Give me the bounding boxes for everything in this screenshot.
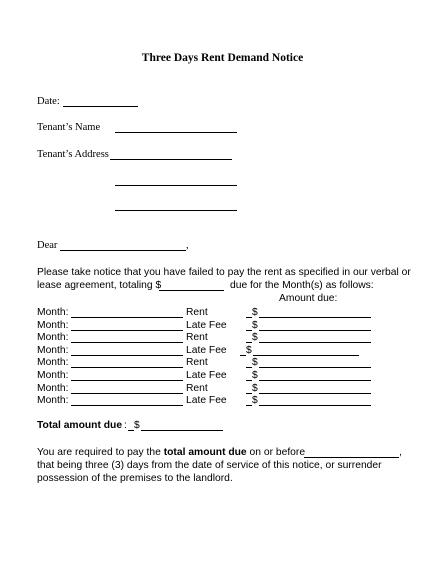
amount-field[interactable]: [259, 393, 371, 394]
month-label: Month:: [37, 332, 69, 344]
tenant-name-field[interactable]: [115, 132, 237, 133]
closing-line-1-bold: total amount due: [163, 447, 247, 458]
month-label: Month:: [37, 382, 69, 394]
tenant-address-field-2[interactable]: [115, 185, 237, 186]
total-currency: $: [134, 420, 140, 431]
month-field[interactable]: [71, 355, 183, 356]
closing-line-2: that being three (3) days from the date of service of this notice, or surrender: [37, 460, 382, 471]
month-field[interactable]: [71, 393, 183, 394]
closing-line-1c: ,: [399, 447, 402, 458]
tenant-name-label: Tenant’s Name: [37, 122, 101, 133]
month-field[interactable]: [71, 330, 183, 331]
amount-field[interactable]: [259, 330, 371, 331]
closing-line-3: possession of the premises to the landlord.: [37, 473, 233, 484]
amount-field[interactable]: [253, 355, 359, 356]
amount-field[interactable]: [259, 317, 371, 318]
month-label: Month:: [37, 344, 69, 356]
fee-type-label: Late Fee: [186, 395, 227, 407]
amount-currency: $: [252, 319, 258, 331]
amount-currency: $: [246, 344, 252, 356]
notice-line-2b: due for the Month(s) as follows:: [230, 280, 374, 291]
fee-type-label: Rent: [186, 357, 208, 369]
total-suffix: :: [124, 420, 127, 431]
tenant-address-field-1[interactable]: [110, 159, 232, 160]
closing-line-1a: You are required to pay the: [37, 447, 164, 458]
month-field[interactable]: [71, 367, 183, 368]
due-date-field[interactable]: [304, 457, 399, 458]
amount-field[interactable]: [259, 380, 371, 381]
closing-line-1: [37, 446, 305, 459]
amount-currency: $: [252, 357, 258, 369]
fee-type-label: Rent: [186, 332, 208, 344]
tenant-address-field-3[interactable]: [115, 210, 237, 211]
amount-due-header: Amount due:: [279, 293, 338, 304]
month-field[interactable]: [71, 405, 183, 406]
tenant-address-label: Tenant’s Address: [37, 149, 109, 160]
month-label: Month:: [37, 357, 69, 369]
total-rent-field[interactable]: [159, 290, 224, 291]
total-amount-field[interactable]: [141, 430, 223, 431]
dear-comma: ,: [186, 240, 189, 251]
notice-line-2a: lease agreement, totaling $: [37, 280, 162, 291]
fee-type-label: Rent: [186, 307, 208, 318]
dear-field[interactable]: [60, 250, 186, 251]
amount-field[interactable]: [259, 367, 371, 368]
amount-currency: $: [252, 332, 258, 344]
amount-field[interactable]: [259, 405, 371, 406]
fee-type-label: Late Fee: [186, 344, 227, 356]
month-label: Month:: [37, 370, 69, 381]
fee-type-label: Rent: [186, 382, 208, 394]
closing-line-1b: on or before: [246, 447, 306, 458]
document-title: Three Days Rent Demand Notice: [141, 52, 304, 64]
month-label: Month:: [37, 307, 69, 318]
month-field[interactable]: [71, 317, 183, 318]
amount-currency: $: [252, 307, 258, 318]
month-field[interactable]: [71, 380, 183, 381]
fee-type-label: Late Fee: [186, 370, 227, 381]
month-field[interactable]: [71, 342, 183, 343]
notice-line-1: Please take notice that you have failed to pay the rent as specified in our verbal or: [37, 267, 411, 278]
amount-currency: $: [252, 382, 258, 394]
date-field[interactable]: [63, 106, 138, 107]
total-label: Total amount due: [37, 420, 123, 431]
fee-type-label: Late Fee: [186, 319, 227, 331]
dear-label: Dear: [37, 240, 58, 251]
month-label: Month:: [37, 395, 69, 407]
amount-currency: $: [252, 370, 258, 381]
month-label: Month:: [37, 319, 69, 331]
date-label: Date:: [37, 96, 60, 107]
amount-currency: $: [252, 395, 258, 407]
amount-field[interactable]: [259, 342, 371, 343]
